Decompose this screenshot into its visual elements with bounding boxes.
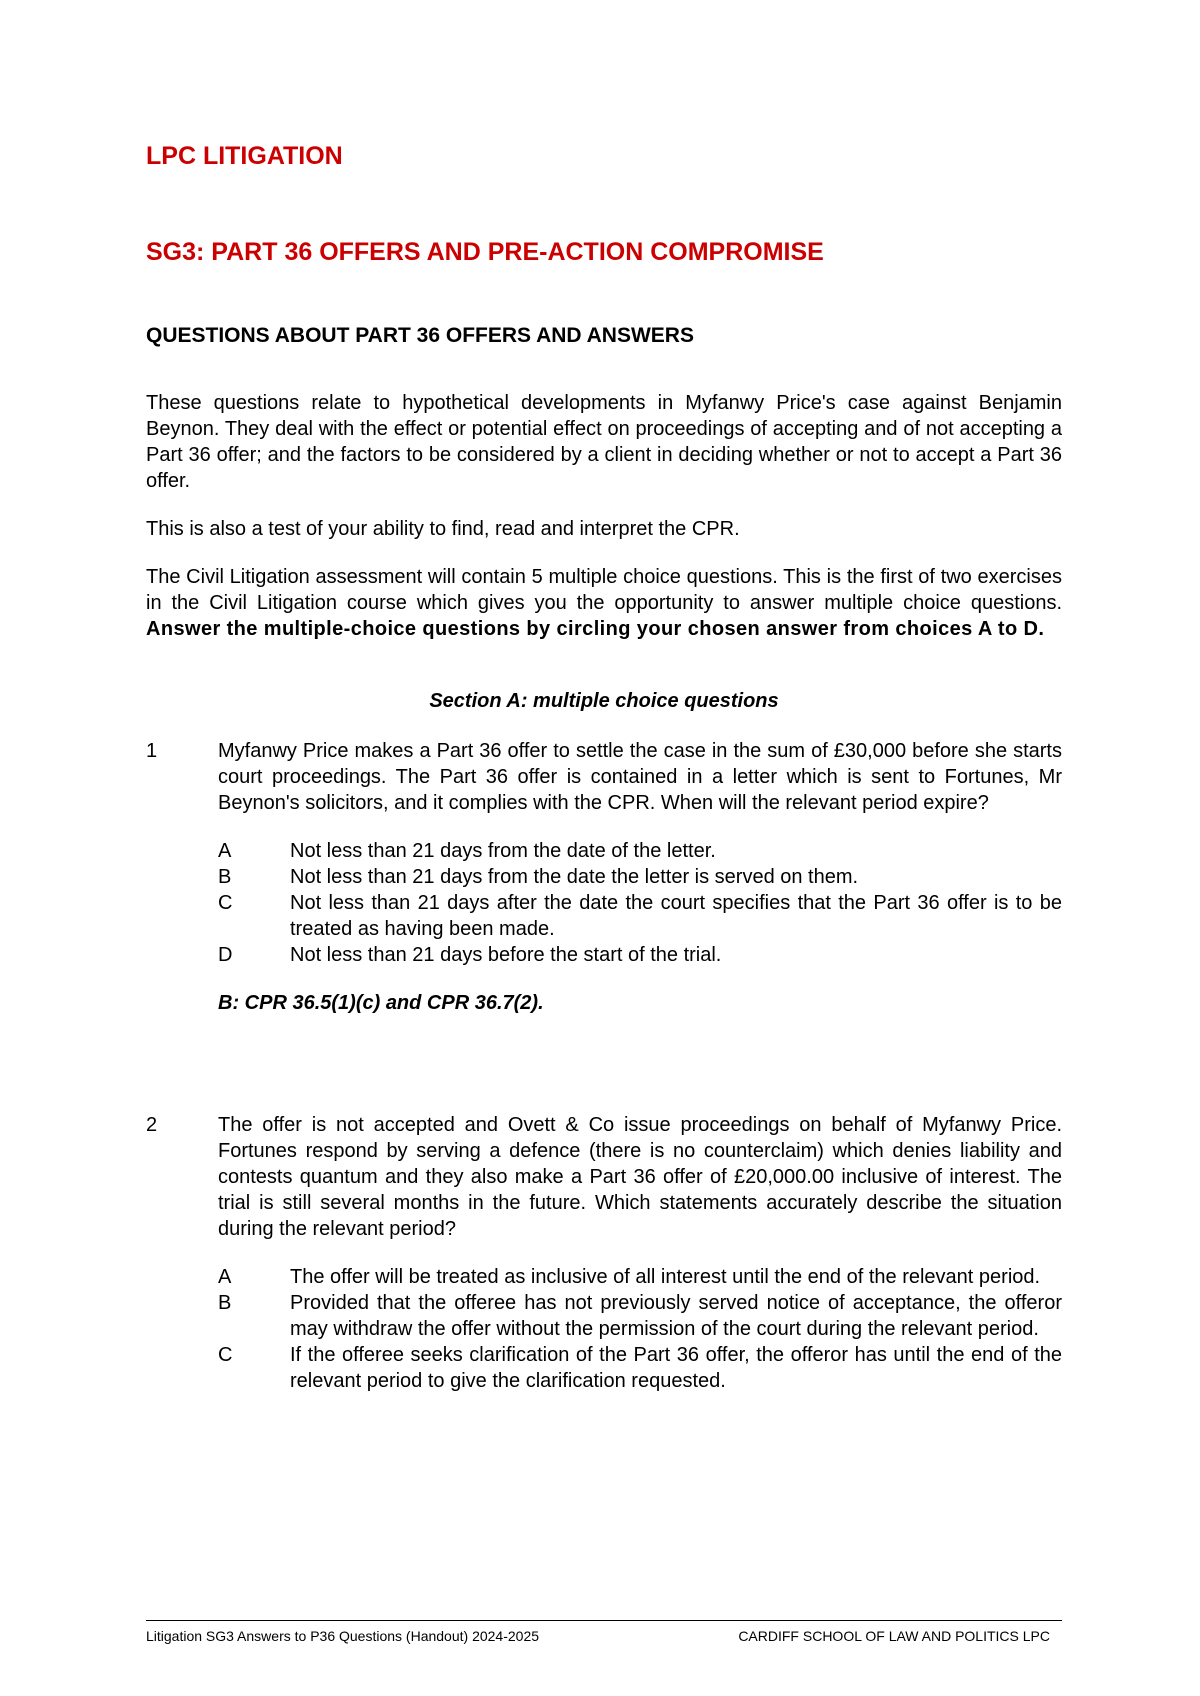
option-text: Not less than 21 days before the start of the trial. [290, 944, 722, 966]
question-2 [146, 1112, 1062, 1394]
option-letter: C [218, 1344, 233, 1366]
option-letter: C [218, 892, 233, 914]
assessment-instruction: Answer the multiple-choice questions by circling your chosen answer from choices A to D. [146, 618, 1045, 640]
option-a[interactable] [218, 1264, 1062, 1290]
question-number: 1 [146, 740, 158, 762]
option-letter: B [218, 866, 232, 888]
option-text: The offer will be treated as inclusive of all interest until the end of the relevant period. [290, 1266, 1041, 1288]
option-text: Not less than 21 days from the date the letter is served on them. [290, 866, 859, 888]
intro-paragraph: These questions relate to hypothetical developments in Myfanwy Price's case against Benjamin Beynon. They deal with the effect or potential effect on proceedings of accepting and of not accepting a Part 36 offer; and the factors to be considered by a client in deciding whether or not to accept a Part 36 offer. [146, 392, 1062, 492]
answer-text: B: CPR 36.5(1)(c) and CPR 36.7(2). [218, 992, 544, 1014]
page-footer [146, 1620, 1062, 1645]
option-letter: A [218, 1266, 232, 1288]
spacer [146, 1038, 1062, 1112]
option-text: Not less than 21 days from the date of the letter. [290, 840, 716, 862]
question-number: 2 [146, 1114, 158, 1136]
option-b[interactable] [218, 1290, 1062, 1342]
test-paragraph: This is also a test of your ability to find, read and interpret the CPR. [146, 518, 740, 540]
section-heading: QUESTIONS ABOUT PART 36 OFFERS AND ANSWERS [146, 324, 694, 347]
option-text: Not less than 21 days after the date the court specifies that the Part 36 offer is to be treated as having been made. [290, 892, 1062, 940]
option-d[interactable] [218, 942, 1062, 968]
question-text: The offer is not accepted and Ovett & Co issue proceedings on behalf of Myfanwy Price. Fortunes respond by serving a defence (there is no counterclaim) which denies liability and contests quantum and they also make a Part 36 offer of £20,000.00 inclusive of interest. The trial is still several months in the future. Which statements accurately describe the situation during the relevant period? [218, 1114, 1062, 1240]
option-text: If the offeree seeks clarification of the Part 36 offer, the offeror has until the end of the relevant period to give the clarification requested. [290, 1344, 1062, 1392]
answer-options [218, 1264, 1062, 1394]
section-a-title: Section A: multiple choice questions [429, 690, 779, 712]
option-c[interactable] [218, 890, 1062, 942]
footer-left: Litigation SG3 Answers to P36 Questions (Handout) 2024-2025 [146, 1628, 540, 1644]
question-body [218, 738, 1062, 1016]
page-content [146, 140, 1062, 1416]
question-1 [146, 738, 1062, 1016]
option-a[interactable] [218, 838, 1062, 864]
option-c[interactable] [218, 1342, 1062, 1394]
option-b[interactable] [218, 864, 1062, 890]
assessment-text: The Civil Litigation assessment will contain 5 multiple choice questions. This is the first of two exercises in the Civil Litigation course which gives you the opportunity to answer multiple choice questions. [146, 566, 1062, 614]
answer-options [218, 838, 1062, 968]
option-letter: A [218, 840, 232, 862]
question-body [218, 1112, 1062, 1394]
document-title: LPC LITIGATION [146, 142, 343, 170]
question-text: Myfanwy Price makes a Part 36 offer to settle the case in the sum of £30,000 before she starts court proceedings. The Part 36 offer is contained in a letter which is sent to Fortunes, Mr Beynon's solicitors, and it complies with the CPR. When will the relevant period expire? [218, 740, 1062, 814]
footer-right: CARDIFF SCHOOL OF LAW AND POLITICS LPC [738, 1628, 1050, 1644]
option-text: Provided that the offeree has not previously served notice of acceptance, the offeror may withdraw the offer without the permission of the court during the relevant period. [290, 1292, 1062, 1340]
document-subtitle: SG3: PART 36 OFFERS AND PRE-ACTION COMPROMISE [146, 238, 824, 266]
option-letter: B [218, 1292, 232, 1314]
option-letter: D [218, 944, 233, 966]
assessment-paragraph [146, 564, 1062, 642]
